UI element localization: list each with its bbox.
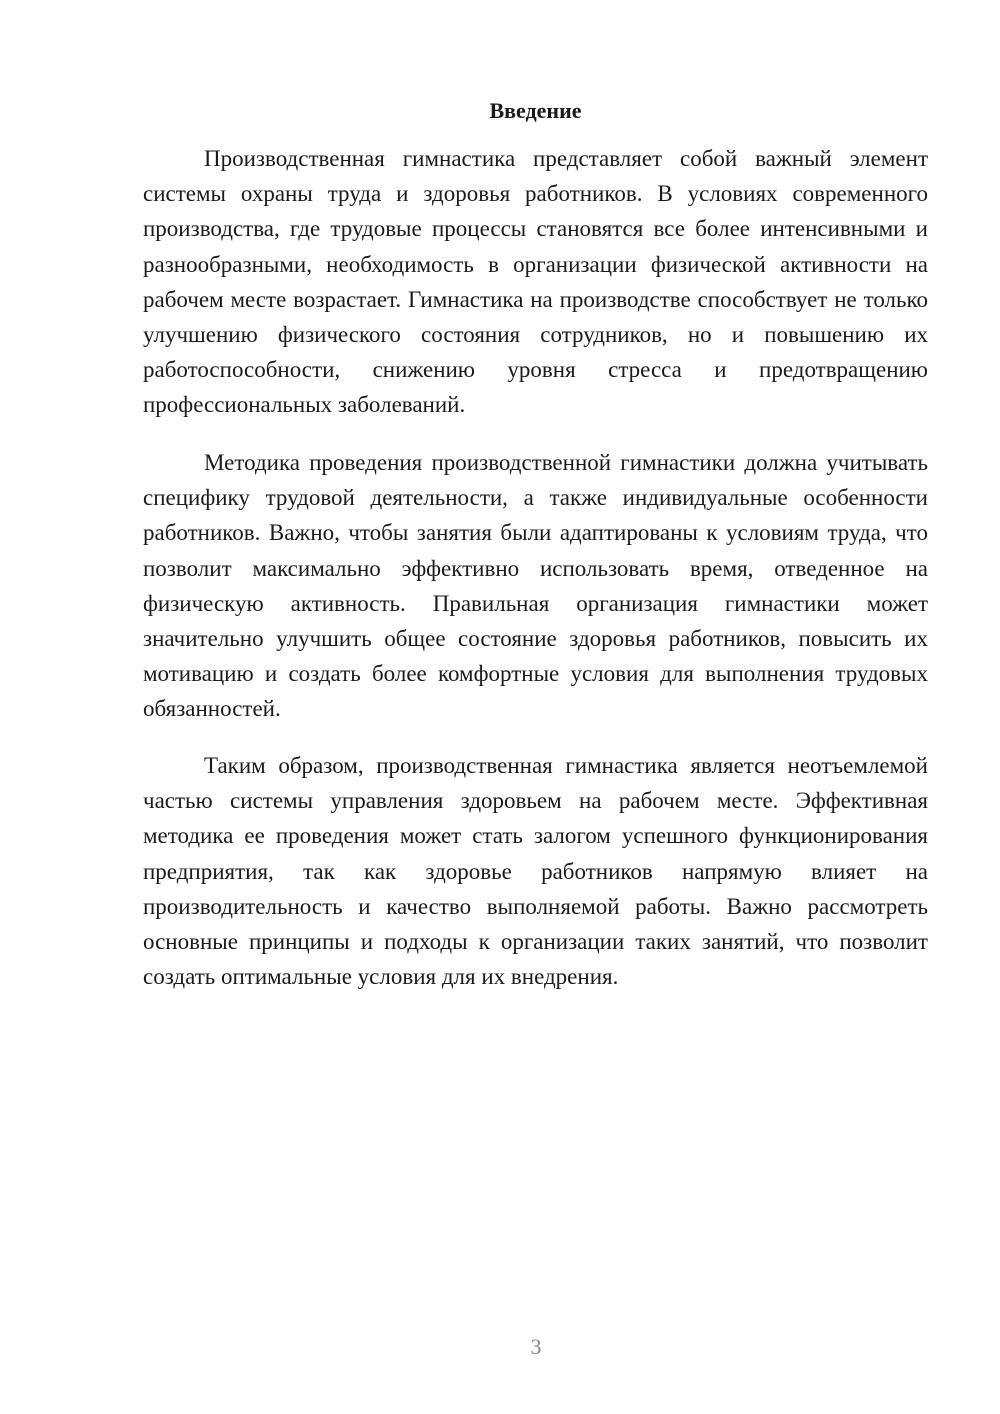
paragraph-3: Таким образом, производственная гимнастика является неотъемлемой частью системы управления здоровьем на рабочем месте. Эффективная методика ее проведения может стать залогом успешного функционирования предприятия, так как здоровье работников напрямую влияет на производительность и качество выполняемой работы. Важно рассмотреть основные принципы и подходы к организации таких занятий, что позволит создать оптимальные условия для их внедрения.: [143, 753, 928, 990]
paragraph-1: Производственная гимнастика представляет собой важный элемент системы охраны труда и здоровья работников. В условиях современного производства, где трудовые процессы становятся все более интенсивными и разнообразными, необходимость в организации физической активности на рабочем месте возрастает. Гимнастика на производстве способствует не только улучшению физического состояния сотрудников, но и повышению их работоспособности, снижению уровня стресса и предотвращению профессиональных заболеваний.: [143, 146, 928, 418]
page-number: 3: [530, 1334, 542, 1359]
paragraph-2: Методика проведения производственной гимнастики должна учитывать специфику трудовой деятельности, а также индивидуальные особенности работников. Важно, чтобы занятия были адаптированы к условиям труда, что позволит максимально эффективно использовать время, отведенное на физическую активность. Правильная организация гимнастики может значительно улучшить общее состояние здоровья работников, повысить их мотивацию и создать более комфортные условия для выполнения трудовых обязанностей.: [143, 450, 928, 722]
section-title: Введение: [489, 98, 582, 123]
